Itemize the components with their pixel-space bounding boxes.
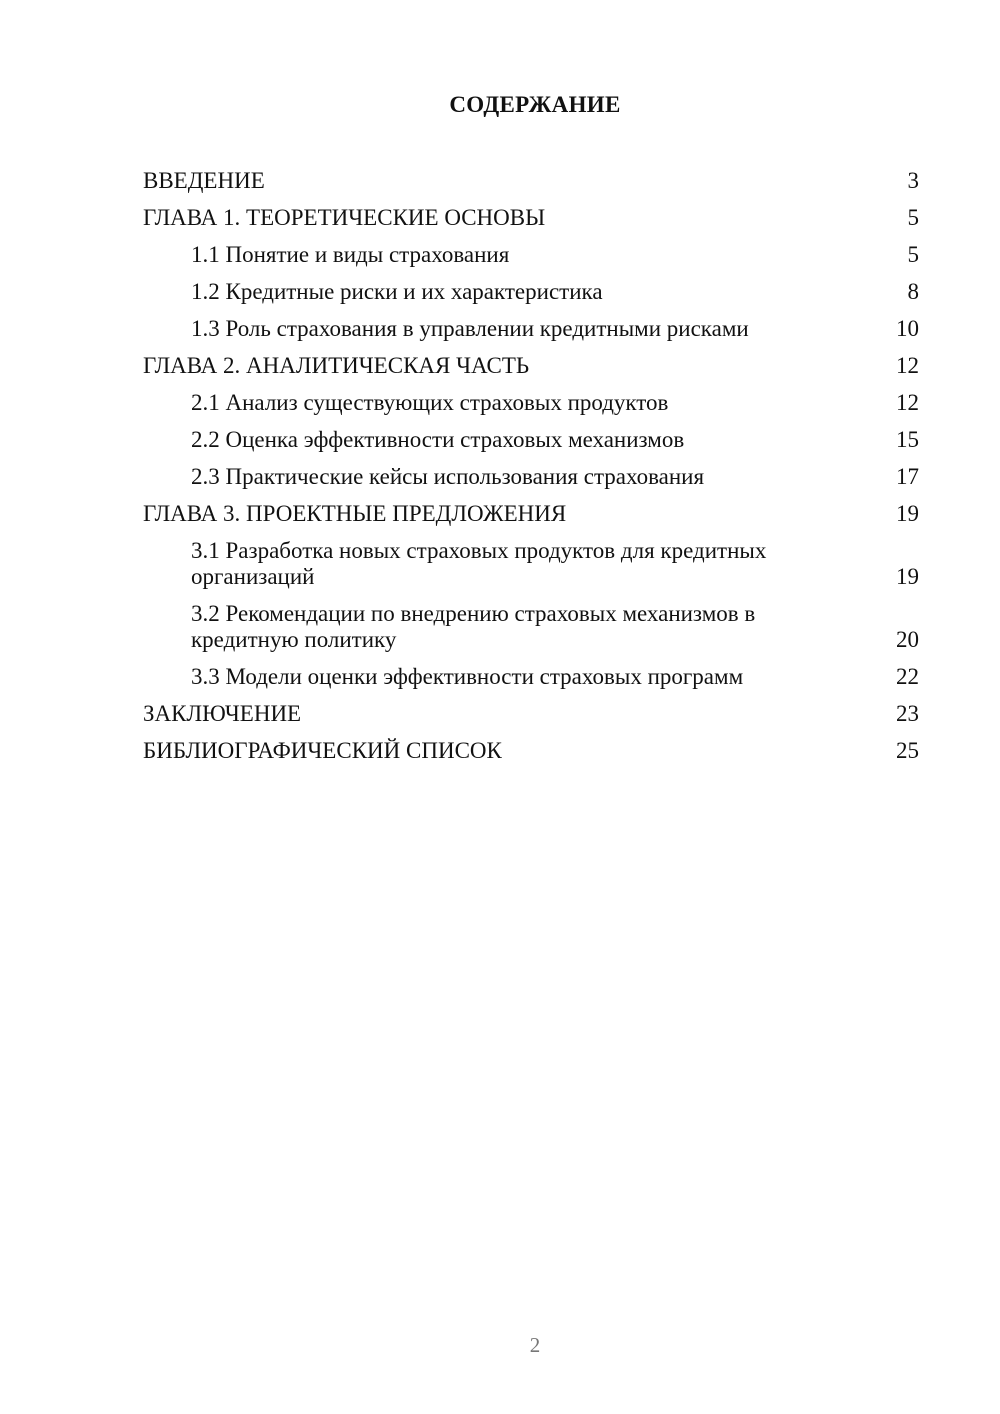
table-of-contents [143,168,919,764]
toc-entry-label: 3.2 Рекомендации по внедрению страховых механизмов в кредитную политику [191,601,756,652]
toc-entry-section-3-1[interactable] [143,538,919,590]
toc-entry-page: 10 [896,316,919,341]
toc-entry-label: ВВЕДЕНИЕ [143,168,265,193]
toc-entry-page: 20 [896,627,919,652]
toc-entry-label: 1.2 Кредитные риски и их характеристика [191,279,603,304]
page-title: СОДЕРЖАНИЕ [449,92,621,117]
toc-entry-section-1-2[interactable] [143,279,919,305]
toc-entry-chapter-3[interactable] [143,501,919,527]
toc-entry-section-3-2[interactable] [143,601,919,653]
toc-entry-page: 25 [896,738,919,763]
toc-entry-label: 1.3 Роль страхования в управлении кредитными рисками [191,316,749,341]
toc-entry-page: 5 [907,242,919,267]
toc-entry-label: ГЛАВА 3. ПРОЕКТНЫЕ ПРЕДЛОЖЕНИЯ [143,501,567,526]
toc-entry-page: 12 [896,353,919,378]
toc-entry-label: ЗАКЛЮЧЕНИЕ [143,701,302,726]
toc-entry-page: 19 [896,564,919,589]
toc-entry-bibliography[interactable] [143,738,919,764]
toc-entry-page: 5 [907,205,919,230]
toc-entry-conclusion[interactable] [143,701,919,727]
toc-entry-section-1-1[interactable] [143,242,919,268]
toc-entry-chapter-1[interactable] [143,205,919,231]
toc-entry-introduction[interactable] [143,168,919,194]
toc-entry-label: 2.2 Оценка эффективности страховых механизмов [191,427,685,452]
toc-entry-chapter-2[interactable] [143,353,919,379]
toc-entry-page: 22 [896,664,919,689]
toc-entry-label: 1.1 Понятие и виды страхования [191,242,510,267]
toc-entry-page: 3 [907,168,919,193]
toc-entry-section-3-3[interactable] [143,664,919,690]
toc-entry-page: 23 [896,701,919,726]
toc-entry-page: 17 [896,464,919,489]
toc-entry-page: 19 [896,501,919,526]
toc-entry-label: БИБЛИОГРАФИЧЕСКИЙ СПИСОК [143,738,502,763]
toc-entry-page: 15 [896,427,919,452]
toc-entry-section-2-2[interactable] [143,427,919,453]
toc-entry-label: ГЛАВА 1. ТЕОРЕТИЧЕСКИЕ ОСНОВЫ [143,205,546,230]
page-number: 2 [529,1333,541,1357]
toc-entry-label: 3.1 Разработка новых страховых продуктов для кредитных организаций [191,538,767,589]
toc-entry-label: 3.3 Модели оценки эффективности страховых программ [191,664,744,689]
toc-entry-section-2-1[interactable] [143,390,919,416]
toc-entry-page: 12 [896,390,919,415]
toc-entry-label: 2.3 Практические кейсы использования страхования [191,464,705,489]
toc-entry-section-2-3[interactable] [143,464,919,490]
toc-entry-label: ГЛАВА 2. АНАЛИТИЧЕСКАЯ ЧАСТЬ [143,353,530,378]
toc-entry-section-1-3[interactable] [143,316,919,342]
toc-entry-page: 8 [907,279,919,304]
toc-entry-label: 2.1 Анализ существующих страховых продуктов [191,390,669,415]
